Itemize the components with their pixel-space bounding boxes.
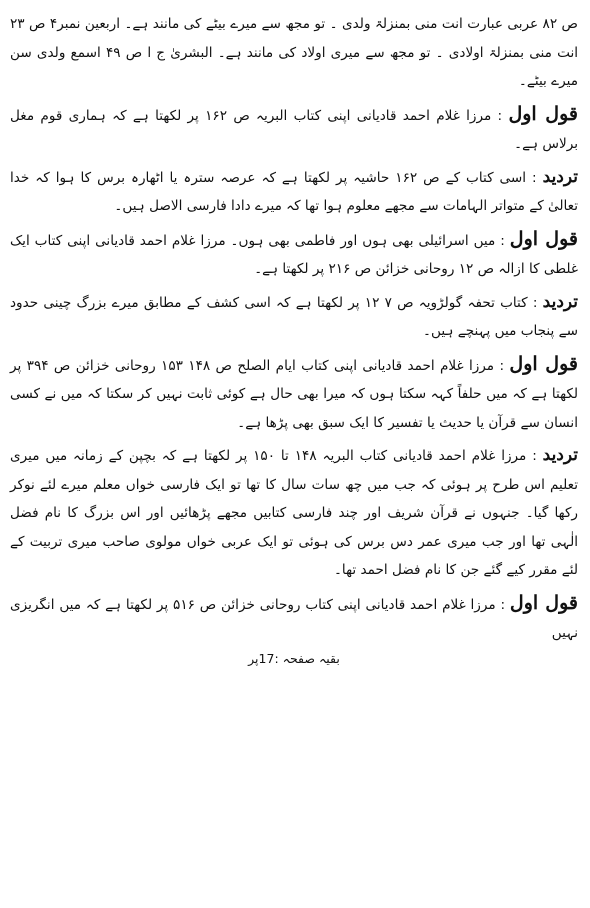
claim-heading: قول اول (509, 591, 579, 614)
claim-text: : میں اسرائیلی بھی ہوں اور فاطمی بھی ہوں۔ مرزا غلام احمد قادیانی اپنی کتاب ایک غلطی کا ازالہ ص ۱۲ روحانی خزائن ص ۲۱۶ پر لکھتا ہے۔ (10, 232, 578, 277)
claim-text: : مرزا غلام احمد قادیانی اپنی کتاب روحانی خزائن ص ۵۱۶ پر لکھتا ہے کہ میں انگریزی نہیں (10, 596, 578, 641)
rebuttal-text: : مرزا غلام احمد قادیانی کتاب البریہ ۱۴۸ تا ۱۵۰ پر لکھتا ہے کہ بچپن کے زمانہ میں میری تعلیم اس طرح پر ہوئی کہ جب میں چھ سات سال کا تھا تو ایک فارسی خواں معلم میرے لئے نوکر رکھا گیا۔ جنہوں نے قرآن شریف اور چند فارسی کتابیں مجھے پڑھائیں اور اس بزرگ کا نام فضل الٰہی تھا اور جب میری عمر دس برس کی ہوئی تو ایک عربی خواں مولوی صاحب میری تربیت کے لئے مقرر کیے گئے جن کا نام فضل احمد تھا۔ (10, 448, 578, 578)
claim-paragraph-1 (10, 100, 578, 159)
rebuttal-heading: تردید (542, 291, 579, 312)
rebuttal-paragraph-3 (10, 441, 578, 585)
claim-paragraph-3 (10, 350, 578, 438)
rebuttal-heading: تردید (542, 445, 578, 465)
claim-text: : مرزا غلام احمد قادیانی اپنی کتاب ایام الصلح ص ۱۴۸ ۱۵۳ روحانی خزائن ص ۳۹۴ پر لکھتا ہے کہ میں حلفاً کہہ سکتا ہوں کہ میرا بھی حال ہے کوئی ثابت نہیں کر سکتا کہ میں نے کسی انسان سے قرآن یا حدیث یا تفسیر کا ایک سبق بھی پڑھا ہے۔ (10, 357, 578, 431)
claim-heading: قول اول (508, 102, 578, 125)
claim-paragraph-4 (10, 589, 578, 648)
claim-heading: قول اول (509, 352, 579, 375)
rebuttal-paragraph-2 (10, 288, 578, 346)
rebuttal-text: : کتاب تحفہ گولڑویہ ص ۷ ۱۲ پر لکھتا ہے کہ اسی کشف کے مطابق میرے بزرگ چینی حدود سے پنجاب میں پہنچے ہیں۔ (10, 294, 578, 339)
opening-paragraph (10, 10, 578, 96)
claim-heading: قول اول (509, 227, 579, 250)
rebuttal-text: : اسی کتاب کے ص ۱۶۲ حاشیہ پر لکھتا ہے کہ عرصہ سترہ یا اٹھارہ برس کا ہوا کہ خدا تعالیٰ کے متواتر الہامات سے مجھے معلوم ہوا تھا کہ میرے دادا فارسی الاصل ہیں۔ (10, 169, 578, 214)
rebuttal-heading: تردید (542, 166, 578, 187)
claim-text: : مرزا غلام احمد قادیانی اپنی کتاب البریہ ص ۱۶۲ پر لکھتا ہے کہ ہماری قوم مغل برلاس ہے۔ (10, 107, 578, 152)
rebuttal-paragraph-1 (10, 163, 578, 221)
continued-on-page-note: بقیہ صفحہ :17پر (248, 650, 340, 666)
opening-paragraph-text: ص ۸۲ عربی عبارت انت منی بمنزلۃ ولدی ۔ تو مجھ سے میرے بیٹے کی مانند ہے۔ اربعین نمبر۴ ص ۲۳ انت منی بمنزلۃ اولادی ۔ تو مجھ سے میری اولاد کی مانند ہے۔ البشریٰ ج ا ص ۴۹ اسمع ولدی سن میرے بیٹے۔ (10, 16, 579, 89)
claim-paragraph-2 (10, 225, 578, 284)
